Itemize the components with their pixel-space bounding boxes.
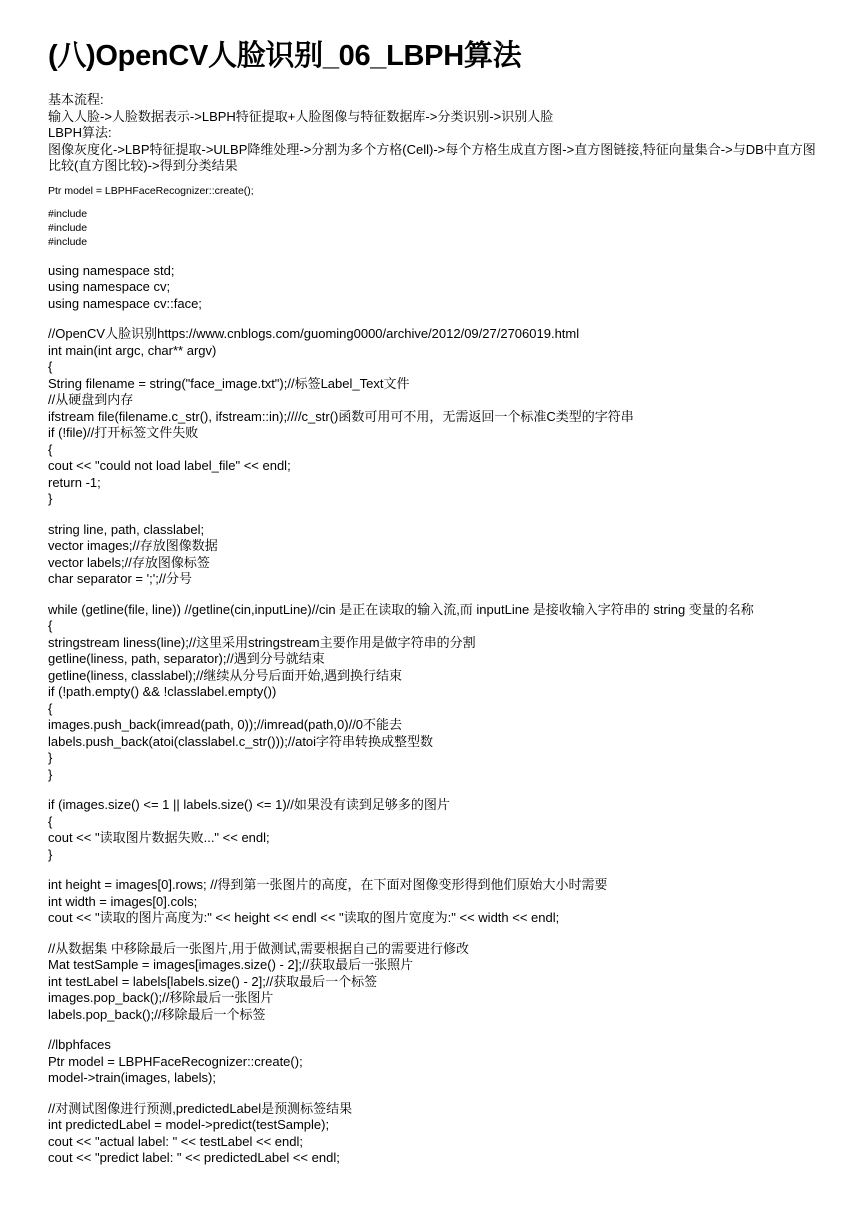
code-line: Mat testSample = images[images.size() - 2];//获取最后一张照片 <box>48 957 414 972</box>
predict-block <box>48 1101 828 1167</box>
code-line: vector images;//存放图像数据 <box>48 538 218 553</box>
intro-line: 基本流程: <box>48 92 104 107</box>
code-line: ifstream file(filename.c_str(), ifstream::in);////c_str()函数可用可不用，无需返回一个标准C类型的字符串 <box>48 408 634 424</box>
code-line: { <box>48 359 53 374</box>
intro-section <box>48 92 828 175</box>
code-line: { <box>48 618 53 633</box>
code-line: } <box>48 491 53 506</box>
code-snippet: Ptr model = LBPHFaceRecognizer::create(); <box>48 184 254 197</box>
test-block <box>48 941 828 1024</box>
code-line: images.pop_back();//移除最后一张图片 <box>48 990 274 1005</box>
code-line: int testLabel = labels[labels.size() - 2];//获取最后一个标签 <box>48 973 378 989</box>
code-line: cout << "predict label: " << predictedLabel << endl; <box>48 1150 340 1165</box>
code-line: //从硬盘到内存 <box>48 392 134 407</box>
code-line: //lbphfaces <box>48 1037 111 1052</box>
code-line: getline(liness, classlabel);//继续从分号后面开始,遇到换行结束 <box>48 667 402 683</box>
intro-line: LBPH算法: <box>48 125 112 140</box>
code-line: if (!path.empty() && !classlabel.empty()) <box>48 684 277 699</box>
code-line: //从数据集 中移除最后一张图片,用于做测试,需要根据自己的需要进行修改 <box>48 940 470 956</box>
code-line: int height = images[0].rows; //得到第一张图片的高度，在下面对图像变形得到他们原始大小时需要 <box>48 877 608 892</box>
code-line: String filename = string("face_image.txt");//标签Label_Text文件 <box>48 375 410 391</box>
include-line: #include <box>48 235 88 248</box>
includes-block <box>48 207 828 249</box>
code-line: if (images.size() <= 1 || labels.size() <= 1)//如果没有读到足够多的图片 <box>48 797 450 812</box>
code-line: cout << "actual label: " << testLabel << endl; <box>48 1133 303 1149</box>
code-line: cout << "读取的图片高度为:" << height << endl << "读取的图片宽度为:" << width << endl; <box>48 910 560 925</box>
code-line: getline(liness, path, separator);//遇到分号就结束 <box>48 651 325 666</box>
code-line: using namespace cv::face; <box>48 295 202 311</box>
code-line: cout << "could not load label_file" << endl; <box>48 458 291 473</box>
intro-line: 输入人脸->人脸数据表示->LBPH特征提取+人脸图像与特征数据库->分类识别->识别人脸 <box>48 108 554 124</box>
code-line: labels.push_back(atoi(classlabel.c_str()));//atoi字符串转换成整型数 <box>48 733 434 749</box>
code-line: cout << "读取图片数据失败..." << endl; <box>48 830 270 845</box>
code-line: char separator = ';';//分号 <box>48 571 193 586</box>
code-line: string line, path, classlabel; <box>48 521 205 537</box>
code-line: int predictedLabel = model->predict(testSample); <box>48 1117 330 1132</box>
code-line: } <box>48 846 53 862</box>
namespaces-block <box>48 263 828 313</box>
train-block <box>48 1037 828 1087</box>
code-line: { <box>48 700 53 716</box>
code-line: using namespace std; <box>48 262 175 278</box>
intro-line: 图像灰度化->LBP特征提取->ULBP降维处理->分割为多个方格(Cell)->每个方格生成直方图->直方图链接,特征向量集合->与DB中直方图比较(直方图比较)->得到分类结果 <box>48 141 816 173</box>
code-line: vector labels;//存放图像标签 <box>48 554 210 570</box>
code-line: { <box>48 441 53 457</box>
code-line: using namespace cv; <box>48 279 171 294</box>
code-line: if (!file)//打开标签文件失败 <box>48 425 199 440</box>
code-line: { <box>48 813 53 829</box>
code-line: stringstream liness(line);//这里采用stringstream主要作用是做字符串的分割 <box>48 634 476 650</box>
code-line: } <box>48 766 53 782</box>
code-line: return -1; <box>48 474 101 490</box>
code-line: images.push_back(imread(path, 0));//imread(path,0)//0不能去 <box>48 717 403 732</box>
size-block <box>48 877 828 927</box>
code-line: int main(int argc, char** argv) <box>48 342 217 358</box>
code-line: model->train(images, labels); <box>48 1070 216 1085</box>
vars-block <box>48 522 828 588</box>
document-page <box>48 36 828 1167</box>
check-block <box>48 797 828 863</box>
code-line: int width = images[0].cols; <box>48 893 198 909</box>
while-block <box>48 602 828 784</box>
code-line: while (getline(file, line)) //getline(cin,inputLine)//cin 是正在读取的输入流,而 inputLine 是接收输入字符串的 string 变量的名称 <box>48 601 754 617</box>
code-line: labels.pop_back();//移除最后一个标签 <box>48 1006 266 1022</box>
code-line: //对测试图像进行预测,predictedLabel是预测标签结果 <box>48 1100 353 1116</box>
include-line: #include <box>48 221 88 234</box>
include-line: #include <box>48 207 88 220</box>
code-line: Ptr model = LBPHFaceRecognizer::create(); <box>48 1053 303 1069</box>
main-block <box>48 326 828 508</box>
code-line: //OpenCV人脸识别https://www.cnblogs.com/guoming0000/archive/2012/09/27/2706019.html <box>48 326 580 341</box>
page-title: (八)OpenCV人脸识别_06_LBPH算法 <box>48 40 522 72</box>
code-line: } <box>48 750 53 765</box>
